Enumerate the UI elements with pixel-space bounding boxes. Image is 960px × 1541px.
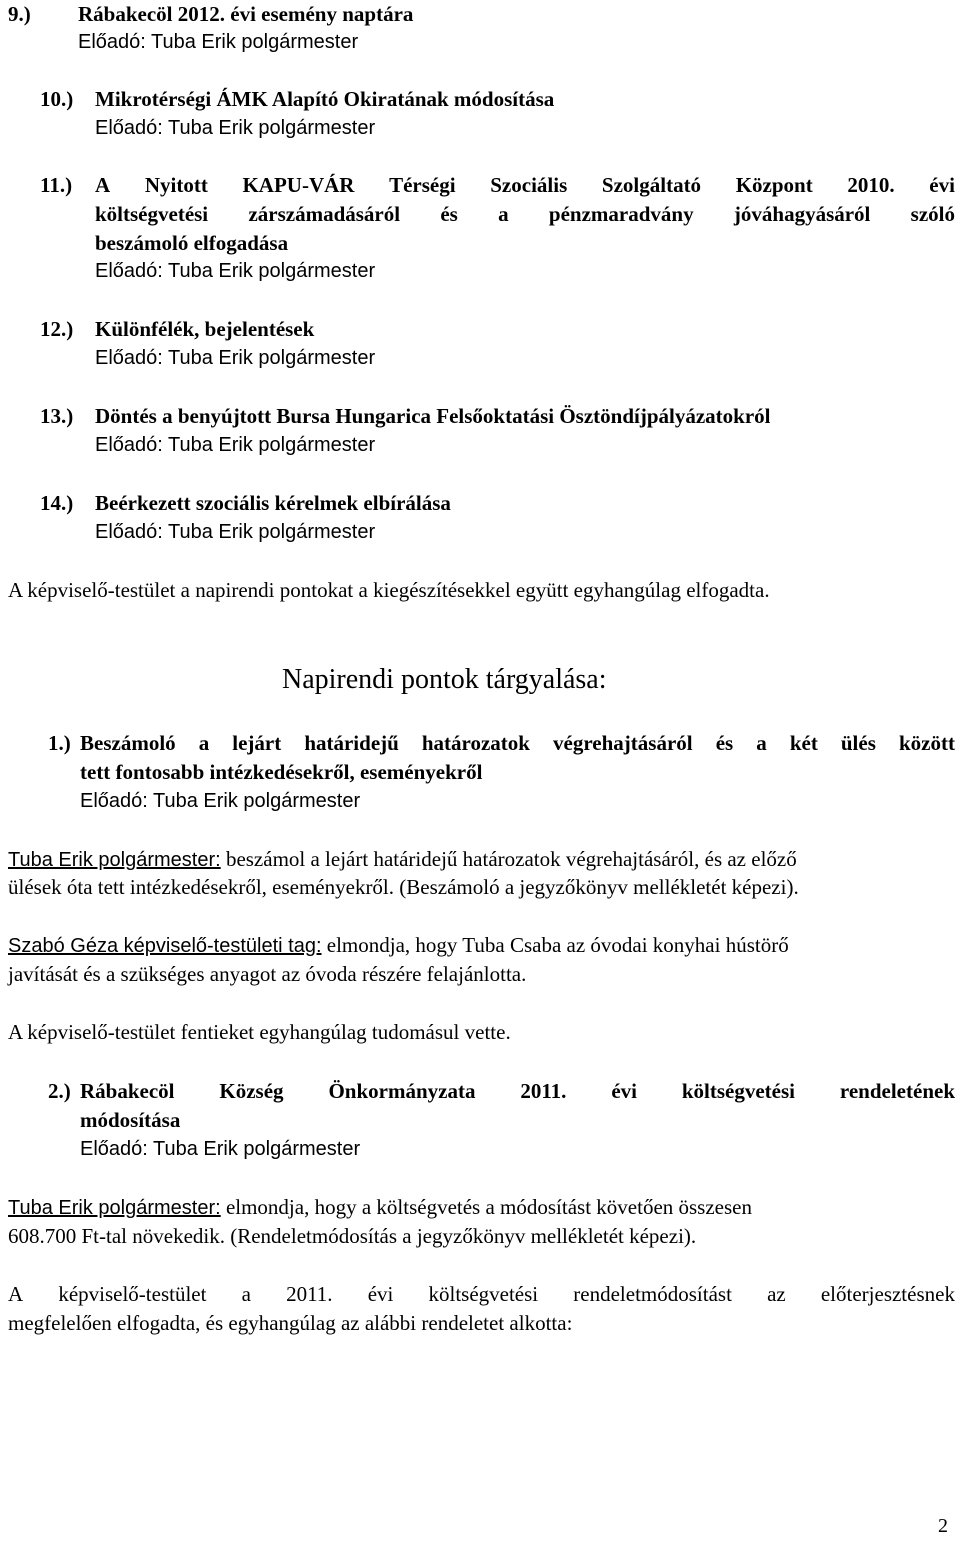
agenda-item-12-number: 12.) xyxy=(40,317,74,341)
word: 2011. xyxy=(286,1282,333,1306)
point-2-presenter: Előadó: Tuba Erik polgármester xyxy=(80,1138,361,1160)
speech-text: beszámol a lejárt határidejű határozatok végrehajtásáról, és az előző xyxy=(220,847,797,871)
word: határozatok xyxy=(421,731,530,755)
speaker-name: Tuba Erik polgármester: xyxy=(8,1197,221,1219)
agenda-item-9-title: Rábakecöl 2012. évi esemény naptára xyxy=(78,2,414,26)
word: Nyitott xyxy=(144,173,208,197)
word: Beszámoló xyxy=(80,731,176,755)
point-1-resolution: A képviselő-testület fentieket egyhangúlag tudomásul vette. xyxy=(8,1020,511,1044)
word: képviselő-testület xyxy=(58,1282,207,1306)
word: A xyxy=(8,1282,24,1306)
agenda-item-14-title: Beérkezett szociális kérelmek elbírálása xyxy=(95,491,451,515)
speaker-name: Tuba Erik polgármester: xyxy=(8,849,221,871)
word: ülés xyxy=(840,731,876,755)
word: között xyxy=(898,731,955,755)
speech-text: elmondja, hogy a költségvetés a módosítást követően összesen xyxy=(220,1195,752,1219)
agenda-item-13-number: 13.) xyxy=(40,404,74,428)
agenda-item-12-title: Különfélék, bejelentések xyxy=(95,317,315,341)
word: jóváhagyásáról xyxy=(733,202,871,226)
agenda-item-11-number: 11.) xyxy=(40,173,73,197)
word: költségvetési xyxy=(681,1079,796,1103)
word: Központ xyxy=(735,173,813,197)
agenda-item-13-presenter: Előadó: Tuba Erik polgármester xyxy=(95,434,376,456)
word: Rábakecöl xyxy=(80,1079,175,1103)
word: A xyxy=(95,173,111,197)
point-1-speech1-line1 xyxy=(8,845,797,875)
word: lejárt xyxy=(232,731,282,755)
speaker-name: Szabó Géza képviselő-testületi tag: xyxy=(8,935,322,957)
word: és xyxy=(440,202,458,226)
word: költségvetési xyxy=(428,1282,539,1306)
word: évi xyxy=(929,173,955,197)
word: Szociális xyxy=(490,173,568,197)
point-2-title-line1 xyxy=(80,1077,955,1106)
word: költségvetési xyxy=(95,202,209,226)
section-heading: Napirendi pontok tárgyalása: xyxy=(282,664,607,695)
word: 2010. xyxy=(847,173,895,197)
word: Önkormányzata xyxy=(328,1079,476,1103)
word: a xyxy=(498,202,509,226)
point-2-number: 2.) xyxy=(48,1079,71,1103)
point-1-speech1-line2: ülések óta tett intézkedésekről, eseményekről. (Beszámoló a jegyzőkönyv mellékletét képezi). xyxy=(8,875,799,899)
word: határidejű xyxy=(304,731,399,755)
agenda-item-14-presenter: Előadó: Tuba Erik polgármester xyxy=(95,521,376,543)
speech-text: elmondja, hogy Tuba Csaba az óvodai konyhai hústörő xyxy=(321,933,789,957)
point-2-title-line2: módosítása xyxy=(80,1108,181,1132)
agenda-item-11-line3: beszámoló elfogadása xyxy=(95,231,289,255)
agenda-item-11-line1 xyxy=(95,171,955,200)
word: a xyxy=(198,731,210,755)
word: az xyxy=(767,1282,786,1306)
agenda-item-10-title: Mikrotérségi ÁMK Alapító Okiratának módosítása xyxy=(95,87,555,111)
page-number: 2 xyxy=(938,1515,948,1537)
point-1-presenter: Előadó: Tuba Erik polgármester xyxy=(80,790,361,812)
word: évi xyxy=(367,1282,394,1306)
word: Szolgáltató xyxy=(601,173,702,197)
point-1-title-line2: tett fontosabb intézkedésekről, eseményekről xyxy=(80,760,483,784)
word: rendeletmódosítást xyxy=(573,1282,732,1306)
word: Térségi xyxy=(389,173,456,197)
word: rendeletének xyxy=(839,1079,955,1103)
agenda-item-12-presenter: Előadó: Tuba Erik polgármester xyxy=(95,347,376,369)
word: a xyxy=(241,1282,251,1306)
word: pénzmaradvány xyxy=(548,202,694,226)
word: végrehajtásáról xyxy=(553,731,693,755)
agenda-item-10-presenter: Előadó: Tuba Erik polgármester xyxy=(95,117,376,139)
point-2-speech-line2: 608.700 Ft-tal növekedik. (Rendeletmódosítás a jegyzőkönyv mellékletét képezi). xyxy=(8,1224,697,1248)
point-2-speech-line1 xyxy=(8,1193,752,1223)
word: és xyxy=(715,731,734,755)
point-1-number: 1.) xyxy=(48,731,71,755)
word: előterjesztésnek xyxy=(820,1282,955,1306)
word: 2011. xyxy=(520,1079,567,1103)
agenda-item-10-number: 10.) xyxy=(40,87,74,111)
agenda-item-9-number: 9.) xyxy=(8,2,31,26)
word: szóló xyxy=(910,202,955,226)
word: évi xyxy=(611,1079,637,1103)
agenda-item-11-line2 xyxy=(95,200,955,229)
word: Község xyxy=(219,1079,284,1103)
point-1-title-line1 xyxy=(80,729,955,758)
word: két xyxy=(789,731,818,755)
agenda-acceptance: A képviselő-testület a napirendi pontokat a kiegészítésekkel együtt egyhangúlag elfogadta. xyxy=(8,578,770,602)
word: a xyxy=(756,731,767,755)
agenda-item-11-presenter: Előadó: Tuba Erik polgármester xyxy=(95,260,376,282)
word: zárszámadásáról xyxy=(248,202,401,226)
point-1-speech2-line1 xyxy=(8,931,789,961)
agenda-item-14-number: 14.) xyxy=(40,491,74,515)
word: KAPU-VÁR xyxy=(242,173,355,197)
agenda-item-13-title: Döntés a benyújtott Bursa Hungarica Felsőoktatási Ösztöndíjpályázatokról xyxy=(95,404,771,428)
agenda-item-9-presenter: Előadó: Tuba Erik polgármester xyxy=(78,31,359,53)
point-2-final-line2: megfelelően elfogadta, és egyhangúlag az alábbi rendeletet alkotta: xyxy=(8,1311,573,1335)
point-2-final-line1 xyxy=(8,1280,955,1309)
point-1-speech2-line2: javítását és a szükséges anyagot az óvoda részére felajánlotta. xyxy=(8,962,527,986)
